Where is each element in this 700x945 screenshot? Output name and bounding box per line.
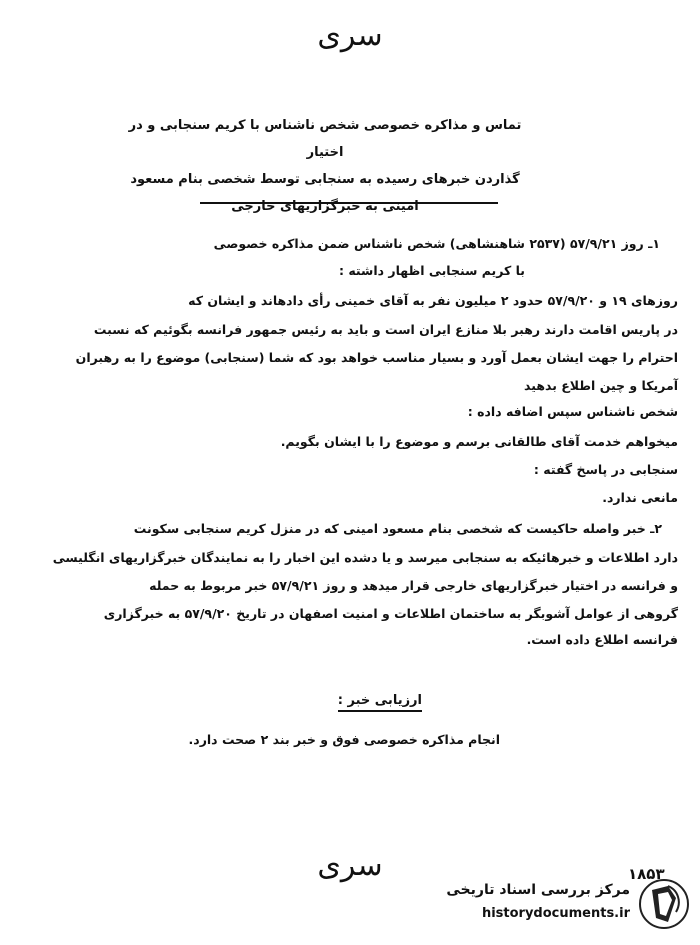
body-line: گروهی از عوامل آشوبگر به ساختمان اطلاعات و امنیت اصفهان در تاریخ ۵۷/۹/۲۰ به خبرگزاری: [103, 606, 678, 621]
body-line: با کریم سنجابی اظهار داشته :: [339, 263, 525, 278]
subject-line-2: گذاردن خبرهای رسیده به سنجابی توسط شخصی بنام مسعود: [130, 172, 520, 187]
body-line: ۲ـ خبر واصله حاکیست که شخصی بنام مسعود امینی که در منزل کریم سنجابی سکونت: [133, 521, 662, 536]
body-line: در پاریس اقامت دارند رهبر بلا منازع ایران است و باید به رئیس جمهور فرانسه بگوئیم که نسبت: [93, 322, 678, 337]
evaluation-text: انجام مذاکره خصوصی فوق و خبر بند ۲ صحت دارد.: [188, 732, 500, 747]
body-line: دارد اطلاعات و خبرهائیکه به سنجابی میرسد و یا دشده این اخبار را به نمایندگان خبرگزاریهای انگلیسی: [52, 550, 678, 565]
subject-line-1: تماس و مذاکره خصوصی شخص ناشناس با کریم سنجابی و در اختیار: [128, 118, 522, 160]
classification-footer: سری: [317, 848, 383, 883]
body-line: احترام را جهت ایشان بعمل آورد و بسیار مناسب خواهد بود که شما (سنجابی) موضوع را به رهبران: [75, 350, 678, 365]
body-line: آمریکا و چین اطلاع بدهید: [524, 378, 678, 393]
body-line: مانعی ندارد.: [602, 490, 678, 505]
archive-url: historydocuments.ir: [481, 906, 630, 921]
archive-name: مرکز بررسی اسناد تاریخی: [446, 882, 630, 898]
body-line: سنجابی در پاسخ گفته :: [533, 462, 678, 477]
page-number: ۱۸۵۳: [628, 865, 665, 883]
archive-watermark: [400, 872, 690, 936]
body-line: ۱ـ روز ۵۷/۹/۲۱ (۲۵۳۷ شاهنشاهی) شخص ناشناس ضمن مذاکره خصوصی: [213, 236, 660, 251]
body-line: شخص ناشناس سپس اضافه داده :: [467, 404, 678, 419]
subject-divider: [200, 202, 498, 204]
classification-header: سری: [317, 18, 383, 53]
body-line: روزهای ۱۹ و ۵۷/۹/۲۰ حدود ۲ میلیون نفر به آقای خمینی رأی دادهاند و ایشان که: [188, 293, 678, 308]
body-line: فرانسه اطلاع داده است.: [526, 632, 678, 647]
evaluation-heading: ارزیابی خبر :: [338, 693, 422, 712]
body-line: میخواهم خدمت آقای طالقانی برسم و موضوع را با ایشان بگویم.: [280, 434, 678, 449]
archive-logo-icon: [638, 878, 690, 930]
body-line: و فرانسه در اختیار خبرگزاریهای خارجی قرار میدهد و روز ۵۷/۹/۲۱ خبر مربوط به حمله: [149, 578, 678, 593]
subject-line-3: امینی به خبرگزاریهای خارجی: [231, 199, 419, 214]
